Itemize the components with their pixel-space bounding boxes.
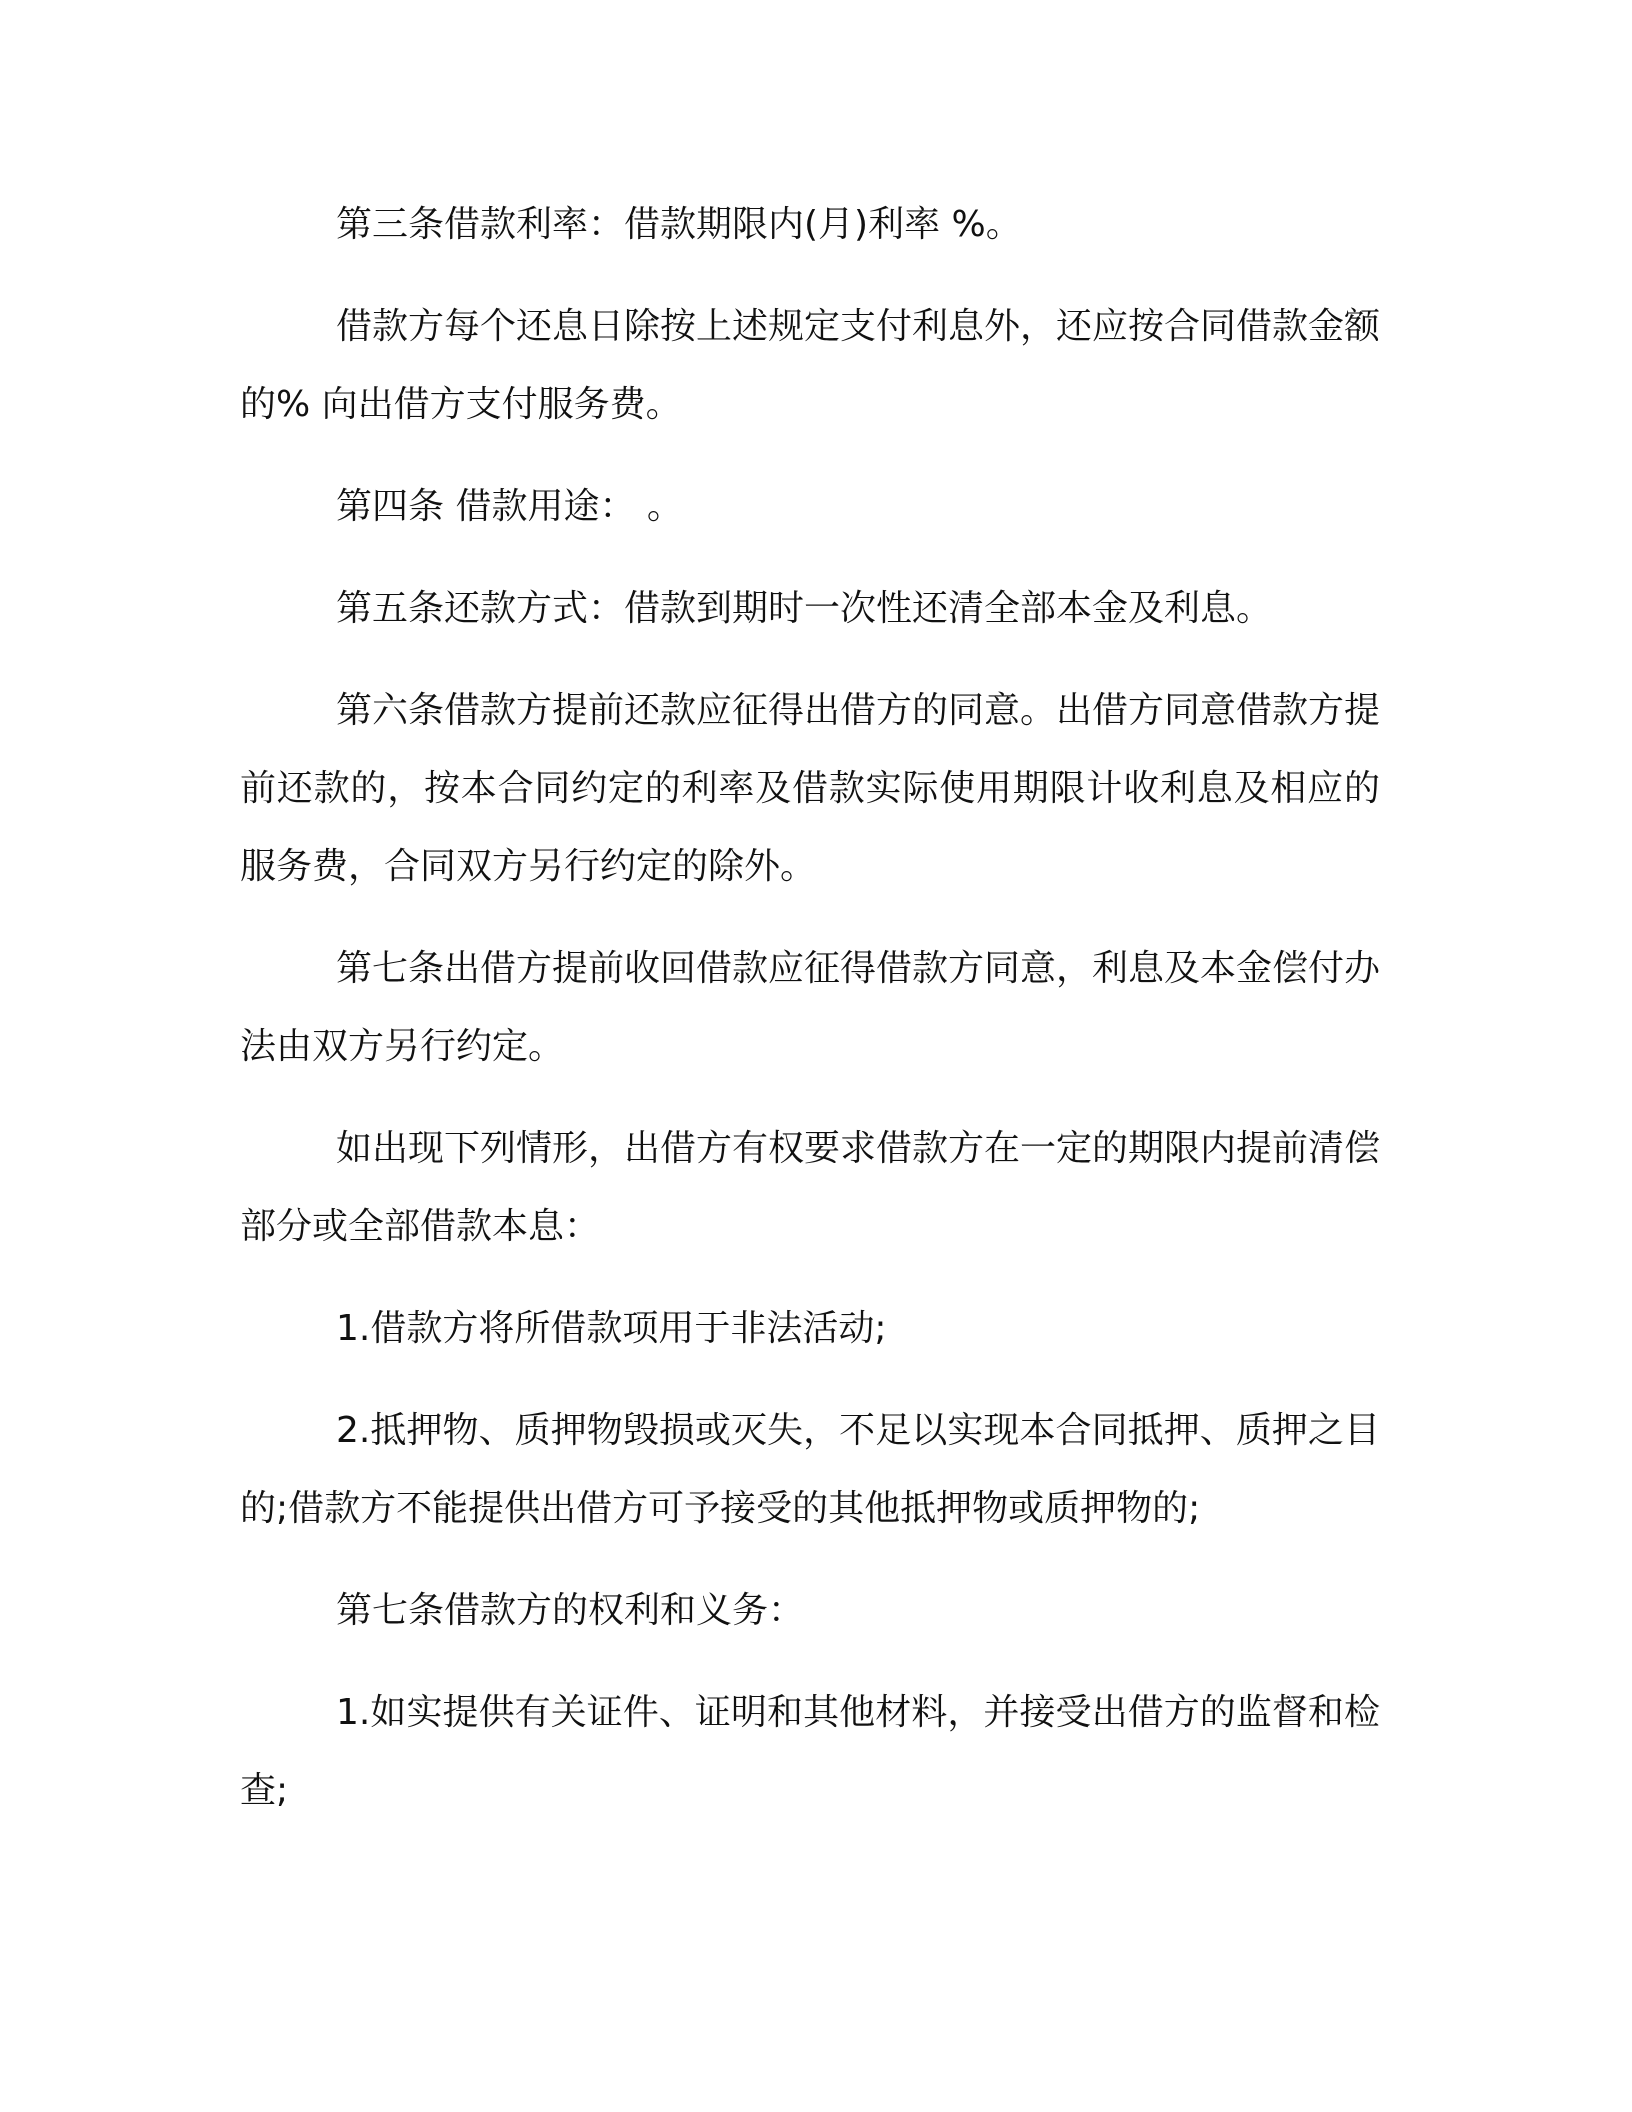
paragraph-article-4-loan-purpose: 第四条 借款用途： 。: [336, 486, 683, 527]
document-body: [240, 186, 1380, 1854]
paragraph-article-6-early-repayment: 第六条借款方提前还款应征得出借方的同意。出借方同意借款方提前还款的，按本合同约定的利率及借款实际使用期限计收利息及相应的服务费，合同双方另行约定的除外。: [240, 690, 1381, 887]
paragraph-article-3-interest-rate: 第三条借款利率：借款期限内(月)利率 %。: [336, 204, 1022, 245]
list-item-2-collateral-loss: 2.抵押物、质押物毁损或灭失，不足以实现本合同抵押、质押之目的;借款方不能提供出借方可予接受的其他抵押物或质押物的;: [240, 1410, 1380, 1529]
paragraph-article-7-early-recall: 第七条出借方提前收回借款应征得借款方同意，利息及本金偿付办法由双方另行约定。: [240, 948, 1381, 1067]
paragraph-article-7-borrower-rights: 第七条借款方的权利和义务：: [336, 1590, 805, 1631]
paragraph-early-repayment-conditions: 如出现下列情形，出借方有权要求借款方在一定的期限内提前清偿部分或全部借款本息：: [240, 1128, 1381, 1247]
list-item-1-illegal-activity: 1.借款方将所借款项用于非法活动;: [336, 1308, 887, 1349]
paragraph-article-5-repayment-method: 第五条还款方式：借款到期时一次性还清全部本金及利息。: [336, 588, 1273, 629]
list-item-1-provide-documents: 1.如实提供有关证件、证明和其他材料，并接受出借方的监督和检查;: [240, 1692, 1380, 1811]
paragraph-service-fee: 借款方每个还息日除按上述规定支付利息外，还应按合同借款金额的% 向出借方支付服务费。: [240, 306, 1381, 425]
